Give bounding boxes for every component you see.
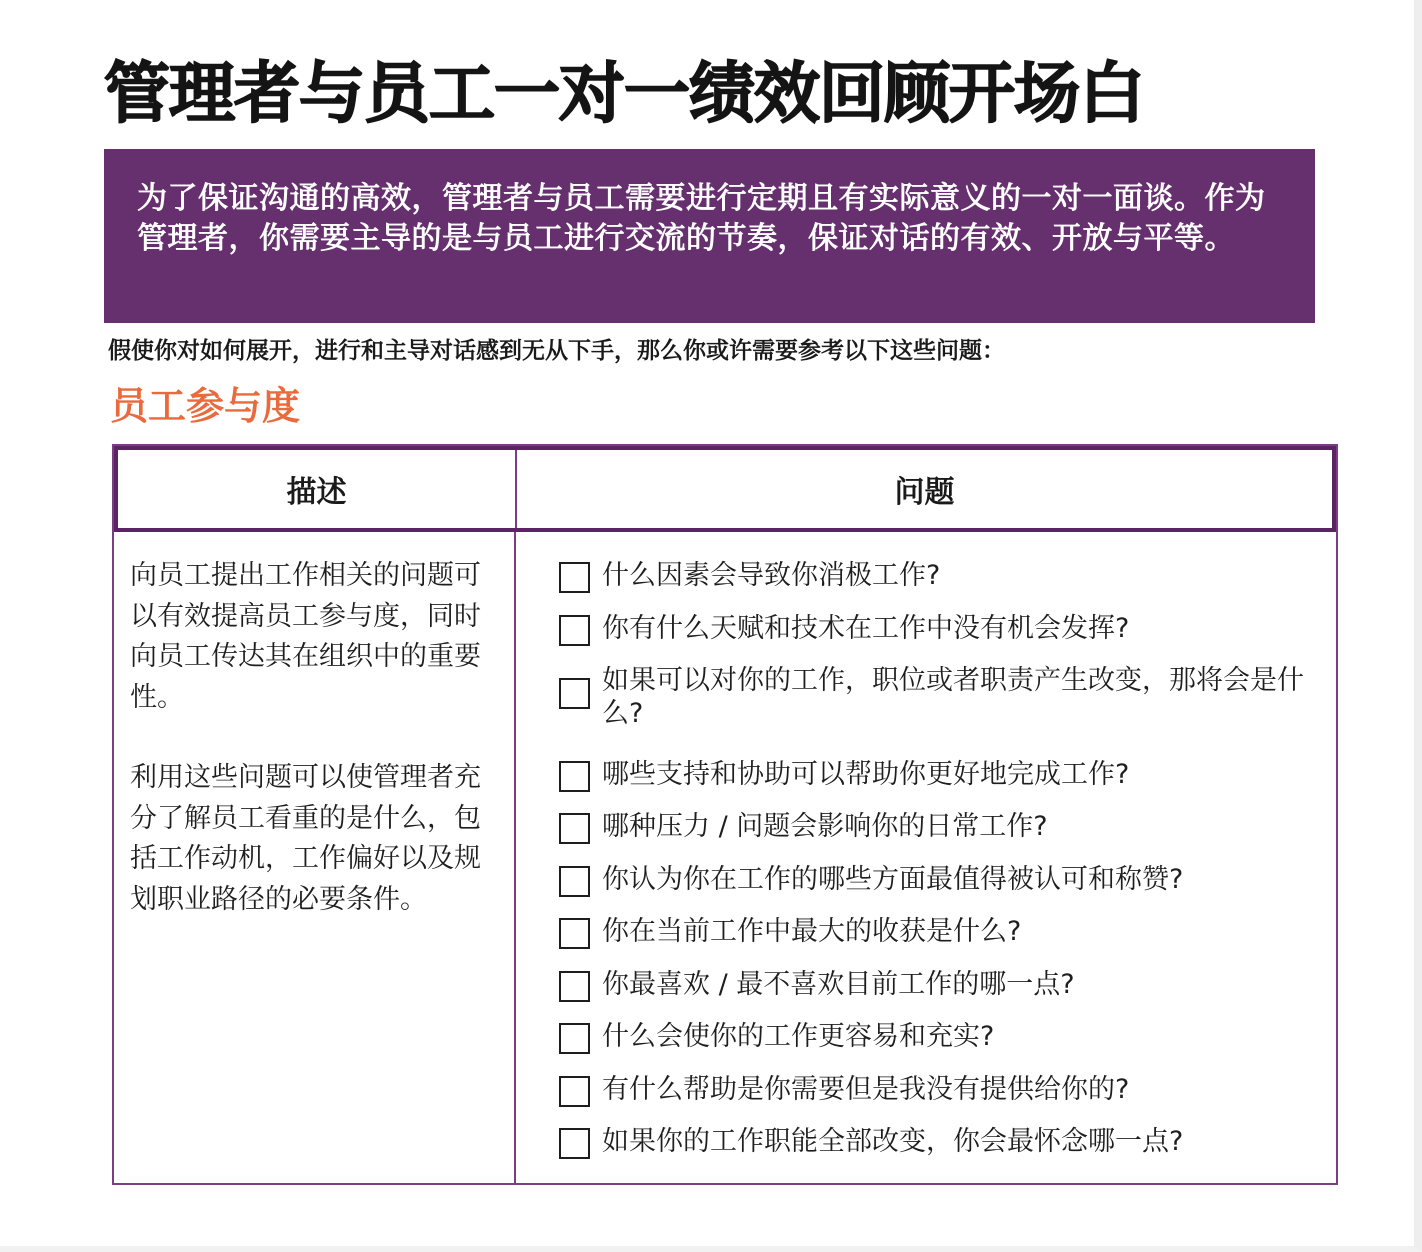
description-paragraph: 利用这些问题可以使管理者充分了解员工看重的是什么，包括工作动机，工作偏好以及规划职业路径的必要条件。 xyxy=(130,762,481,915)
question-item[interactable] xyxy=(559,866,1329,897)
question-item[interactable] xyxy=(559,813,1329,844)
question-text: 有什么帮助是你需要但是我没有提供给你的? xyxy=(602,1074,1130,1105)
question-text: 哪些支持和协助可以帮助你更好地完成工作? xyxy=(602,759,1130,790)
section-heading: 员工参与度 xyxy=(110,384,301,428)
checkbox[interactable] xyxy=(559,615,590,646)
question-item[interactable] xyxy=(559,971,1329,1002)
checkbox[interactable] xyxy=(559,562,590,593)
checkbox[interactable] xyxy=(559,813,590,844)
checkbox[interactable] xyxy=(559,918,590,949)
checkbox[interactable] xyxy=(559,866,590,897)
question-item[interactable] xyxy=(559,918,1329,949)
header-questions: 问题 xyxy=(894,475,955,510)
question-text: 哪种压力 / 问题会影响你的日常工作? xyxy=(602,811,1048,842)
question-text: 如果可以对你的工作，职位或者职责产生改变，那将会是什么? xyxy=(602,665,1304,729)
question-item[interactable] xyxy=(559,667,1329,730)
question-item[interactable] xyxy=(559,761,1329,792)
question-text: 什么会使你的工作更容易和充实? xyxy=(602,1021,995,1052)
checkbox[interactable] xyxy=(559,678,590,709)
page-title: 管理者与员工一对一绩效回顾开场白 xyxy=(104,55,1144,132)
table-header xyxy=(114,446,1336,532)
description-paragraph: 向员工提出工作相关的问题可以有效提高员工参与度，同时向员工传达其在组织中的重要性。 xyxy=(130,560,481,713)
question-item[interactable] xyxy=(559,1023,1329,1054)
question-text: 如果你的工作职能全部改变，你会最怀念哪一点? xyxy=(602,1126,1184,1157)
question-text: 你有什么天赋和技术在工作中没有机会发挥? xyxy=(602,613,1130,644)
question-item[interactable] xyxy=(559,615,1329,646)
question-text: 你认为你在工作的哪些方面最值得被认可和称赞? xyxy=(602,864,1184,895)
checkbox[interactable] xyxy=(559,761,590,792)
column-divider xyxy=(514,532,516,1183)
checkbox[interactable] xyxy=(559,1128,590,1159)
engagement-table xyxy=(112,444,1338,1185)
intro-text: 为了保证沟通的高效，管理者与员工需要进行定期且有实际意义的一对一面谈。作为管理者，你需要主导的是与员工进行交流的节奏，保证对话的有效、开放与平等。 xyxy=(137,181,1266,256)
question-text: 你在当前工作中最大的收获是什么? xyxy=(602,916,1022,947)
intro-banner xyxy=(104,149,1315,323)
lead-text: 假使你对如何展开，进行和主导对话感到无从下手，那么你或许需要参考以下这些问题： xyxy=(108,338,1005,364)
question-text: 什么因素会导致你消极工作? xyxy=(602,560,941,591)
description-column xyxy=(130,556,502,960)
question-item[interactable] xyxy=(559,1076,1329,1107)
checkbox[interactable] xyxy=(559,1023,590,1054)
checkbox[interactable] xyxy=(559,1076,590,1107)
question-item[interactable] xyxy=(559,1128,1329,1159)
question-item[interactable] xyxy=(559,562,1329,593)
header-description: 描述 xyxy=(118,450,517,528)
checkbox[interactable] xyxy=(559,971,590,1002)
question-text: 你最喜欢 / 最不喜欢目前工作的哪一点? xyxy=(602,969,1075,1000)
